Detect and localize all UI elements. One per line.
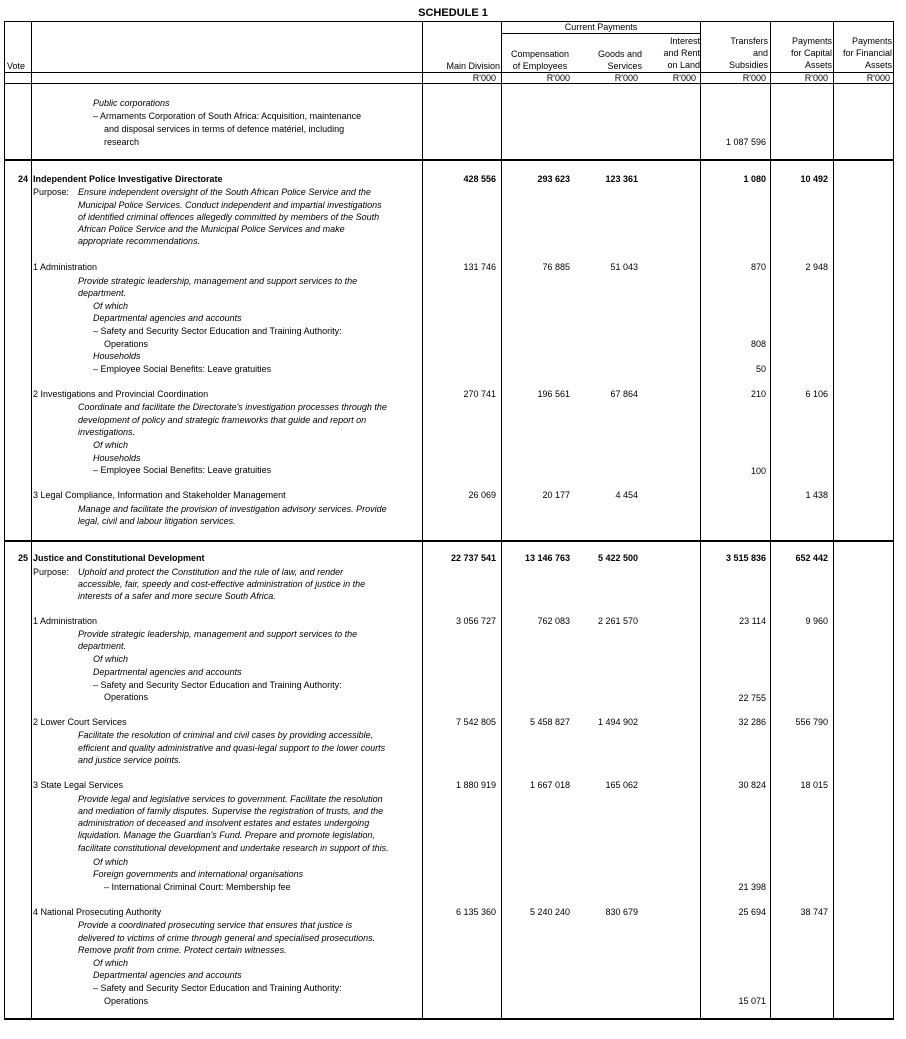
table-bottom-rule — [4, 1018, 894, 1020]
programme-description: development of policy and strategic frameworks that guide and report on — [78, 415, 367, 425]
programme-comp: 762 083 — [537, 616, 570, 626]
vote-main: 428 556 — [463, 174, 496, 184]
programme-goods: 830 679 — [605, 907, 638, 917]
transfer-category: Foreign governments and international organisations — [93, 869, 304, 879]
programme-capital: 6 106 — [805, 389, 828, 399]
programme-name: 2 Investigations and Provincial Coordination — [33, 389, 209, 399]
programme-goods: 2 261 570 — [597, 616, 638, 626]
col-rule-financial — [833, 21, 834, 1019]
programme-description: investigations. — [78, 427, 136, 437]
purpose-text: Municipal Police Services. Conduct independent and impartial investigations — [78, 200, 382, 210]
transfer-category: Households — [93, 351, 141, 361]
of-which-label: Of which — [93, 301, 129, 311]
programme-capital: 1 438 — [805, 490, 828, 500]
carry-line: research — [104, 137, 140, 147]
programme-description: administration of deceased and insolvent estates and estates undergoing — [78, 818, 370, 828]
transfer-item: – Employee Social Benefits: Leave gratuities — [93, 465, 272, 475]
of-which-label: Of which — [93, 958, 129, 968]
transfer-amount: 50 — [755, 364, 766, 374]
programme-main: 7 542 805 — [455, 717, 496, 727]
transfer-item: – Safety and Security Sector Education and Training Authority: — [93, 680, 342, 690]
programme-capital: 556 790 — [795, 717, 828, 727]
unit-main: R'000 — [472, 73, 496, 83]
header-top-rule — [4, 21, 894, 22]
programme-description: and mediation of family disputes. Supervise the registration of trusts, and the — [78, 806, 384, 816]
vote-transfers: 1 080 — [743, 174, 766, 184]
vote-number: 25 — [18, 553, 29, 563]
programme-main: 131 746 — [463, 262, 496, 272]
vote-comp: 13 146 763 — [524, 553, 570, 563]
programme-comp: 76 885 — [542, 262, 570, 272]
col-rule-vote — [31, 21, 32, 1019]
unit-transfers: R'000 — [742, 73, 766, 83]
programme-capital: 2 948 — [805, 262, 828, 272]
header-current-payments: Current Payments — [564, 22, 638, 32]
programme-description: Provide legal and legislative services to government. Facilitate the resolution — [78, 794, 383, 804]
header-vote: Vote — [7, 61, 26, 71]
programme-name: 1 Administration — [33, 616, 98, 626]
purpose-text: interests of a safer and more secure South Africa. — [78, 591, 276, 601]
current-payments-rule — [502, 33, 700, 34]
programme-goods: 67 864 — [610, 389, 638, 399]
programme-description: and justice service points. — [78, 755, 182, 765]
programme-description: legal, civil and labour litigation services. — [78, 516, 236, 526]
of-which-label: Of which — [93, 654, 129, 664]
vote-title: Independent Police Investigative Directorate — [33, 174, 223, 184]
unit-interest: R'000 — [672, 73, 696, 83]
programme-description: Provide strategic leadership, management and support services to the — [78, 276, 358, 286]
transfer-category: Departmental agencies and accounts — [93, 667, 242, 677]
programme-main: 26 069 — [468, 490, 496, 500]
programme-capital: 18 015 — [800, 780, 828, 790]
programme-comp: 20 177 — [542, 490, 570, 500]
carry-transfers: 1 087 596 — [725, 137, 766, 147]
programme-comp: 196 561 — [537, 389, 570, 399]
unit-financial: R'000 — [866, 73, 890, 83]
programme-description: liquidation. Manage the Guardian's Fund. Prepare and promote legislation, — [78, 830, 375, 840]
programme-description: efficient and quality administrative and quasi-legal support to the lower courts — [78, 743, 386, 753]
programme-description: department. — [78, 288, 127, 298]
transfer-amount: 15 071 — [738, 996, 766, 1006]
purpose-label: Purpose: — [33, 187, 70, 197]
programme-transfers: 25 694 — [738, 907, 766, 917]
programme-comp: 1 667 018 — [529, 780, 570, 790]
vote-title: Justice and Constitutional Development — [33, 553, 205, 563]
carry-line: – Armaments Corporation of South Africa: Acquisition, maintenance — [93, 111, 362, 121]
header-goods: Goods and Services — [597, 49, 642, 71]
transfer-item: Operations — [104, 692, 149, 702]
col-rule-main — [422, 21, 423, 1019]
col-rule-capital — [770, 21, 771, 1019]
transfer-amount: 22 755 — [738, 693, 766, 703]
transfer-item: – International Criminal Court: Membership fee — [104, 882, 291, 892]
programme-capital: 38 747 — [800, 907, 828, 917]
vote-goods: 5 422 500 — [597, 553, 638, 563]
transfer-item: – Safety and Security Sector Education and Training Authority: — [93, 983, 342, 993]
purpose-text: Ensure independent oversight of the South African Police Service and the — [78, 187, 371, 197]
programme-transfers: 30 824 — [738, 780, 766, 790]
header-capital: Payments for Capital Assets — [790, 36, 832, 70]
of-which-label: Of which — [93, 857, 129, 867]
vote-main: 22 737 541 — [450, 553, 496, 563]
carry-line: and disposal services in terms of defence matériel, including — [104, 124, 345, 134]
vote-capital: 652 442 — [795, 553, 828, 563]
programme-description: Provide a coordinated prosecuting service that ensures that justice is — [78, 920, 353, 930]
programme-main: 1 880 919 — [455, 780, 496, 790]
col-rule-comp — [501, 21, 502, 1019]
transfer-item: Operations — [104, 996, 149, 1006]
programme-name: 4 National Prosecuting Authority — [33, 907, 162, 917]
vote-comp: 293 623 — [537, 174, 570, 184]
header-financial: Payments for Financial Assets — [842, 36, 892, 70]
transfer-amount: 100 — [750, 466, 766, 476]
programme-goods: 4 454 — [615, 490, 638, 500]
of-which-label: Of which — [93, 440, 129, 450]
header-main-division: Main Division — [446, 61, 500, 71]
purpose-text: of identified criminal offences allegedly committed by members of the South — [78, 212, 380, 222]
programme-description: Facilitate the resolution of criminal and civil cases by providing accessible, — [78, 730, 374, 740]
transfer-item: – Employee Social Benefits: Leave gratuities — [93, 364, 272, 374]
header-transfers: Transfers and Subsidies — [728, 36, 768, 70]
header-interest: Interest and Rent on Land — [663, 36, 700, 70]
col-rule-right — [893, 21, 894, 1019]
programme-comp: 5 240 240 — [529, 907, 570, 917]
programme-main: 3 056 727 — [455, 616, 496, 626]
programme-description: facilitate constitutional development and undertake research in support of this. — [78, 843, 389, 853]
programme-goods: 165 062 — [605, 780, 638, 790]
programme-transfers: 32 286 — [738, 717, 766, 727]
programme-name: 2 Lower Court Services — [33, 717, 127, 727]
vote-capital: 10 492 — [800, 174, 828, 184]
unit-comp: R'000 — [546, 73, 570, 83]
programme-goods: 51 043 — [610, 262, 638, 272]
vote-number: 24 — [18, 174, 29, 184]
purpose-label: Purpose: — [33, 567, 70, 577]
programme-description: delivered to victims of crime through general and specialised prosecutions. — [78, 933, 376, 943]
transfer-item: Operations — [104, 339, 149, 349]
transfer-category: Households — [93, 453, 141, 463]
purpose-text: African Police Service and the Municipal Police Services and make — [78, 224, 345, 234]
unit-capital: R'000 — [804, 73, 828, 83]
unit-goods: R'000 — [614, 73, 638, 83]
programme-name: 3 State Legal Services — [33, 780, 124, 790]
programme-description: department. — [78, 641, 127, 651]
section-separator — [4, 159, 894, 161]
transfer-category: Departmental agencies and accounts — [93, 970, 242, 980]
purpose-text: accessible, fair, speedy and cost-effective administration of justice in the — [78, 579, 366, 589]
programme-transfers: 210 — [750, 389, 766, 399]
purpose-text: Uphold and protect the Constitution and the rule of law, and render — [78, 567, 344, 577]
vote-goods: 123 361 — [605, 174, 638, 184]
programme-description: Coordinate and facilitate the Directorate's investigation processes through the — [78, 402, 387, 412]
transfer-amount: 808 — [750, 339, 766, 349]
transfer-amount: 21 398 — [738, 882, 766, 892]
programme-description: Remove profit from crime. Protect certain witnesses. — [78, 945, 287, 955]
purpose-text: appropriate recommendations. — [78, 236, 201, 246]
programme-transfers: 870 — [750, 262, 766, 272]
programme-transfers: 23 114 — [739, 616, 766, 626]
programme-main: 6 135 360 — [455, 907, 496, 917]
col-rule-left — [4, 21, 5, 1019]
programme-description: Provide strategic leadership, management and support services to the — [78, 629, 358, 639]
transfer-item: – Safety and Security Sector Education and Training Authority: — [93, 326, 342, 336]
programme-description: Manage and facilitate the provision of investigation advisory services. Provide — [78, 504, 387, 514]
transfer-category: Departmental agencies and accounts — [93, 313, 242, 323]
header-compensation: Compensation of Employees — [510, 49, 570, 71]
vote-transfers: 3 515 836 — [725, 553, 766, 563]
programme-comp: 5 458 827 — [529, 717, 570, 727]
page-title: SCHEDULE 1 — [418, 7, 488, 19]
programme-main: 270 741 — [463, 389, 496, 399]
carry-category: Public corporations — [93, 98, 170, 108]
programme-goods: 1 494 902 — [597, 717, 638, 727]
programme-capital: 9 960 — [805, 616, 828, 626]
programme-name: 3 Legal Compliance, Information and Stakeholder Management — [33, 490, 286, 500]
col-rule-interest — [700, 21, 701, 1019]
programme-name: 1 Administration — [33, 262, 98, 272]
section-separator — [4, 540, 894, 542]
